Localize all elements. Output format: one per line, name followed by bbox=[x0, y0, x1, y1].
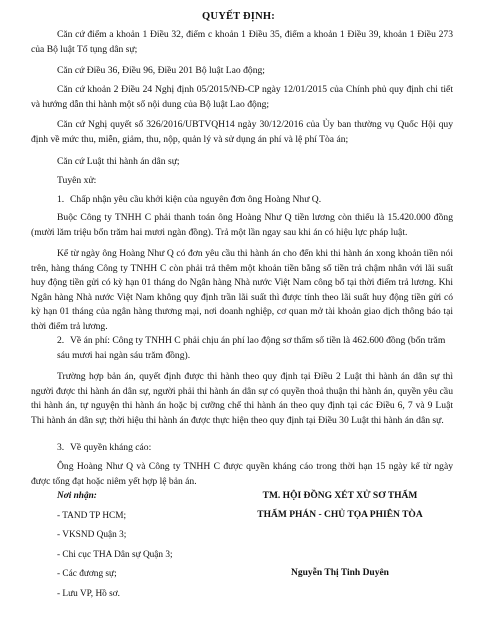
signature-title-line-2: THẨM PHÁN - CHỦ TỌA PHIÊN TÒA bbox=[257, 510, 423, 520]
decision-title: QUYẾT ĐỊNH: bbox=[202, 11, 275, 22]
ruling-label: Tuyên xử: bbox=[57, 175, 97, 186]
item-2-paragraph-1: Trường hợp bản án, quyết định được thi hành theo quy định tại Điều 2 Luật thi hành án dân sự thì người được thi hành án dân sự, người phải thi hành án dân sự có quyền thoả thuận thi hành án, quyền yêu cầu thi hành án, tự nguyện thi hành án hoặc bị cưỡng chế thi hành án theo quy định tại các Điều 6, 7 và 9 Luật Thi hành án dân sự; thời hiệu thi hành án được thực hiện theo quy định tại Điều 30 Luật thi hành án dân sự. bbox=[31, 371, 453, 426]
recipient-item: - Lưu VP, Hồ sơ. bbox=[57, 588, 120, 599]
ground-3: Căn cứ khoản 2 Điều 24 Nghị định 05/2015/NĐ-CP ngày 12/01/2015 của Chính phủ quy định chi tiết và hướng dẫn thi hành một số nội dung của Bộ luật Lao động; bbox=[31, 84, 453, 110]
item-3-paragraph-1: Ông Hoàng Như Q và Công ty TNHH C được quyền kháng cáo trong thời hạn 15 ngày kể từ ngày được tống đạt hoặc niêm yết hợp lệ bản án. bbox=[31, 461, 453, 487]
ground-4: Căn cứ Nghị quyết số 326/2016/UBTVQH14 ngày 30/12/2016 của Ủy ban thường vụ Quốc Hội quy định về mức thu, miễn, giảm, thu, nộp, quản lý và sử dụng án phí và lệ phí Tòa án; bbox=[31, 119, 453, 145]
item-2-heading: 2. Về án phí: Công ty TNHH C phải chịu án phí lao động sơ thẩm số tiền là 462.600 đồng (bốn trăm sáu mươi hai ngàn sáu trăm đồng). bbox=[57, 335, 446, 361]
item-1-paragraph-1: Buộc Công ty TNHH C phải thanh toán ông Hoàng Như Q tiền lương còn thiếu là 15.420.000 đồng (mười lăm triệu bốn trăm hai mươi ngàn đồng). Trả một lần ngay sau khi án có hiệu lực pháp luật. bbox=[31, 212, 453, 238]
recipients-heading: Nơi nhận: bbox=[57, 491, 97, 501]
signature-block bbox=[220, 487, 460, 525]
recipient-item: - VKSND Quận 3; bbox=[57, 530, 127, 540]
signer-name: Nguyễn Thị Tinh Duyên bbox=[291, 568, 389, 578]
ground-5: Căn cứ Luật thi hành án dân sự; bbox=[57, 156, 180, 167]
ground-1: Căn cứ điểm a khoản 1 Điều 32, điểm c khoản 1 Điều 35, điểm a khoản 1 Điều 39, khoản 1 Điều 273 của Bộ luật Tố tụng dân sự; bbox=[31, 29, 453, 55]
recipient-item: - Chi cục THA Dân sự Quận 3; bbox=[57, 549, 173, 560]
recipients-block bbox=[57, 487, 227, 604]
recipient-item: - TAND TP HCM; bbox=[57, 510, 127, 521]
signature-title-line-1: TM. HỘI ĐỒNG XÉT XỬ SƠ THẨM bbox=[262, 491, 418, 501]
item-1-heading: 1. Chấp nhận yêu cầu khởi kiện của nguyên đơn ông Hoàng Như Q. bbox=[57, 194, 322, 205]
ground-2: Căn cứ Điều 36, Điều 96, Điều 201 Bộ luật Lao động; bbox=[57, 65, 265, 76]
item-3-heading: 3. Về quyền kháng cáo: bbox=[57, 442, 152, 453]
item-1-paragraph-2: Kể từ ngày ông Hoàng Như Q có đơn yêu cầu thi hành án cho đến khi thi hành án xong khoản tiền nói trên, hàng tháng Công ty TNHH C còn phải trả thêm một khoản tiền bằng số tiền trả chậm nhân với lãi suất huy động tiền gửi có kỳ hạn 01 tháng do Ngân hàng Nhà nước Việt Nam công bố tại thời điểm trả lương. Khi Ngân hàng Nhà nước Việt Nam không quy định trần lãi suất thì được tính theo lãi suất huy động tiền gửi có kỳ hạn 01 tháng của ngân hàng thương mại, nơi doanh nghiệp, cơ quan mở tài khoản giao dịch thông báo tại thời điểm trả lương. bbox=[31, 248, 453, 332]
recipient-item: - Các đương sự; bbox=[57, 569, 117, 579]
